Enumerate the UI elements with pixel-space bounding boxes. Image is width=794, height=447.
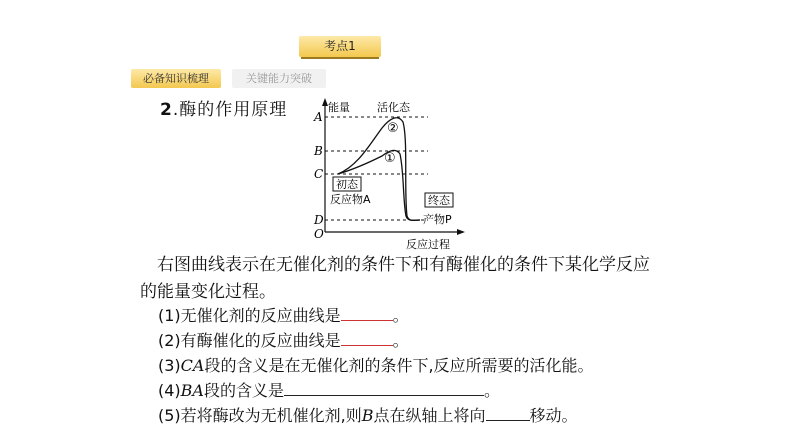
topic-tab[interactable] [299, 36, 381, 57]
peak-label: 活化态 [377, 101, 410, 114]
question-1-suffix: 。 [392, 306, 409, 325]
intro-paragraph-text: 右图曲线表示在无催化剂的条件下和有酶催化的条件下某化学反应的能量变化过程。 [140, 255, 650, 302]
level-d-label: D [314, 213, 324, 227]
origin-label: O [314, 227, 324, 241]
section-title-text: .酶的作用原理 [172, 100, 288, 120]
question-4-prefix: (4) [158, 381, 181, 400]
answer-blank-5[interactable] [486, 406, 530, 421]
question-3-prefix: (3) [158, 356, 181, 375]
question-2-suffix: 。 [392, 331, 409, 350]
question-5 [158, 405, 578, 427]
question-3 [158, 355, 594, 377]
answer-blank-2[interactable] [341, 331, 393, 346]
reactant-label: 反应物A [330, 193, 371, 206]
question-1 [158, 305, 409, 327]
question-3-segment: CA [180, 356, 205, 375]
question-2 [158, 330, 409, 352]
answer-blank-1[interactable] [341, 306, 393, 321]
final-state-label: 终态 [428, 194, 450, 207]
answer-blank-4[interactable] [284, 381, 484, 396]
section-title [160, 95, 287, 120]
product-label: 产物P [423, 213, 452, 226]
question-5-point: B [361, 406, 374, 425]
level-a-label: A [314, 110, 323, 124]
curve-1-label: ① [384, 151, 396, 166]
tab-basic-knowledge[interactable]: 必备知识梳理 [131, 69, 221, 88]
question-3-text: 段的含义是在无催化剂的条件下,反应所需要的活化能。 [204, 356, 594, 375]
question-5-prefix: (5)若将酶改为无机催化剂,则 [158, 406, 362, 425]
intro-paragraph [140, 252, 660, 306]
question-5-suffix: 移动。 [529, 406, 578, 425]
question-4 [158, 380, 500, 402]
x-axis-arrow [457, 229, 465, 235]
question-4-text: 段的含义是 [203, 381, 284, 400]
topic-tab-label: 考点1 [324, 39, 356, 53]
question-1-text: (1)无催化剂的反应曲线是 [158, 306, 341, 325]
initial-state-label: 初态 [336, 178, 358, 191]
curve-2-label: ② [387, 121, 399, 136]
question-4-suffix: 。 [484, 381, 501, 400]
level-c-label: C [314, 167, 324, 181]
tab-key-ability[interactable]: 关键能力突破 [232, 69, 326, 88]
section-number: 2 [160, 100, 173, 120]
energy-diagram [300, 92, 470, 252]
y-axis-label: 能量 [328, 101, 350, 114]
question-5-text: 点在纵轴上将向 [373, 406, 486, 425]
topic-tab-underline [301, 57, 379, 59]
level-b-label: B [314, 144, 323, 158]
question-2-text: (2)有酶催化的反应曲线是 [158, 331, 341, 350]
question-4-segment: BA [180, 381, 204, 400]
x-axis-label: 反应过程 [406, 238, 450, 251]
